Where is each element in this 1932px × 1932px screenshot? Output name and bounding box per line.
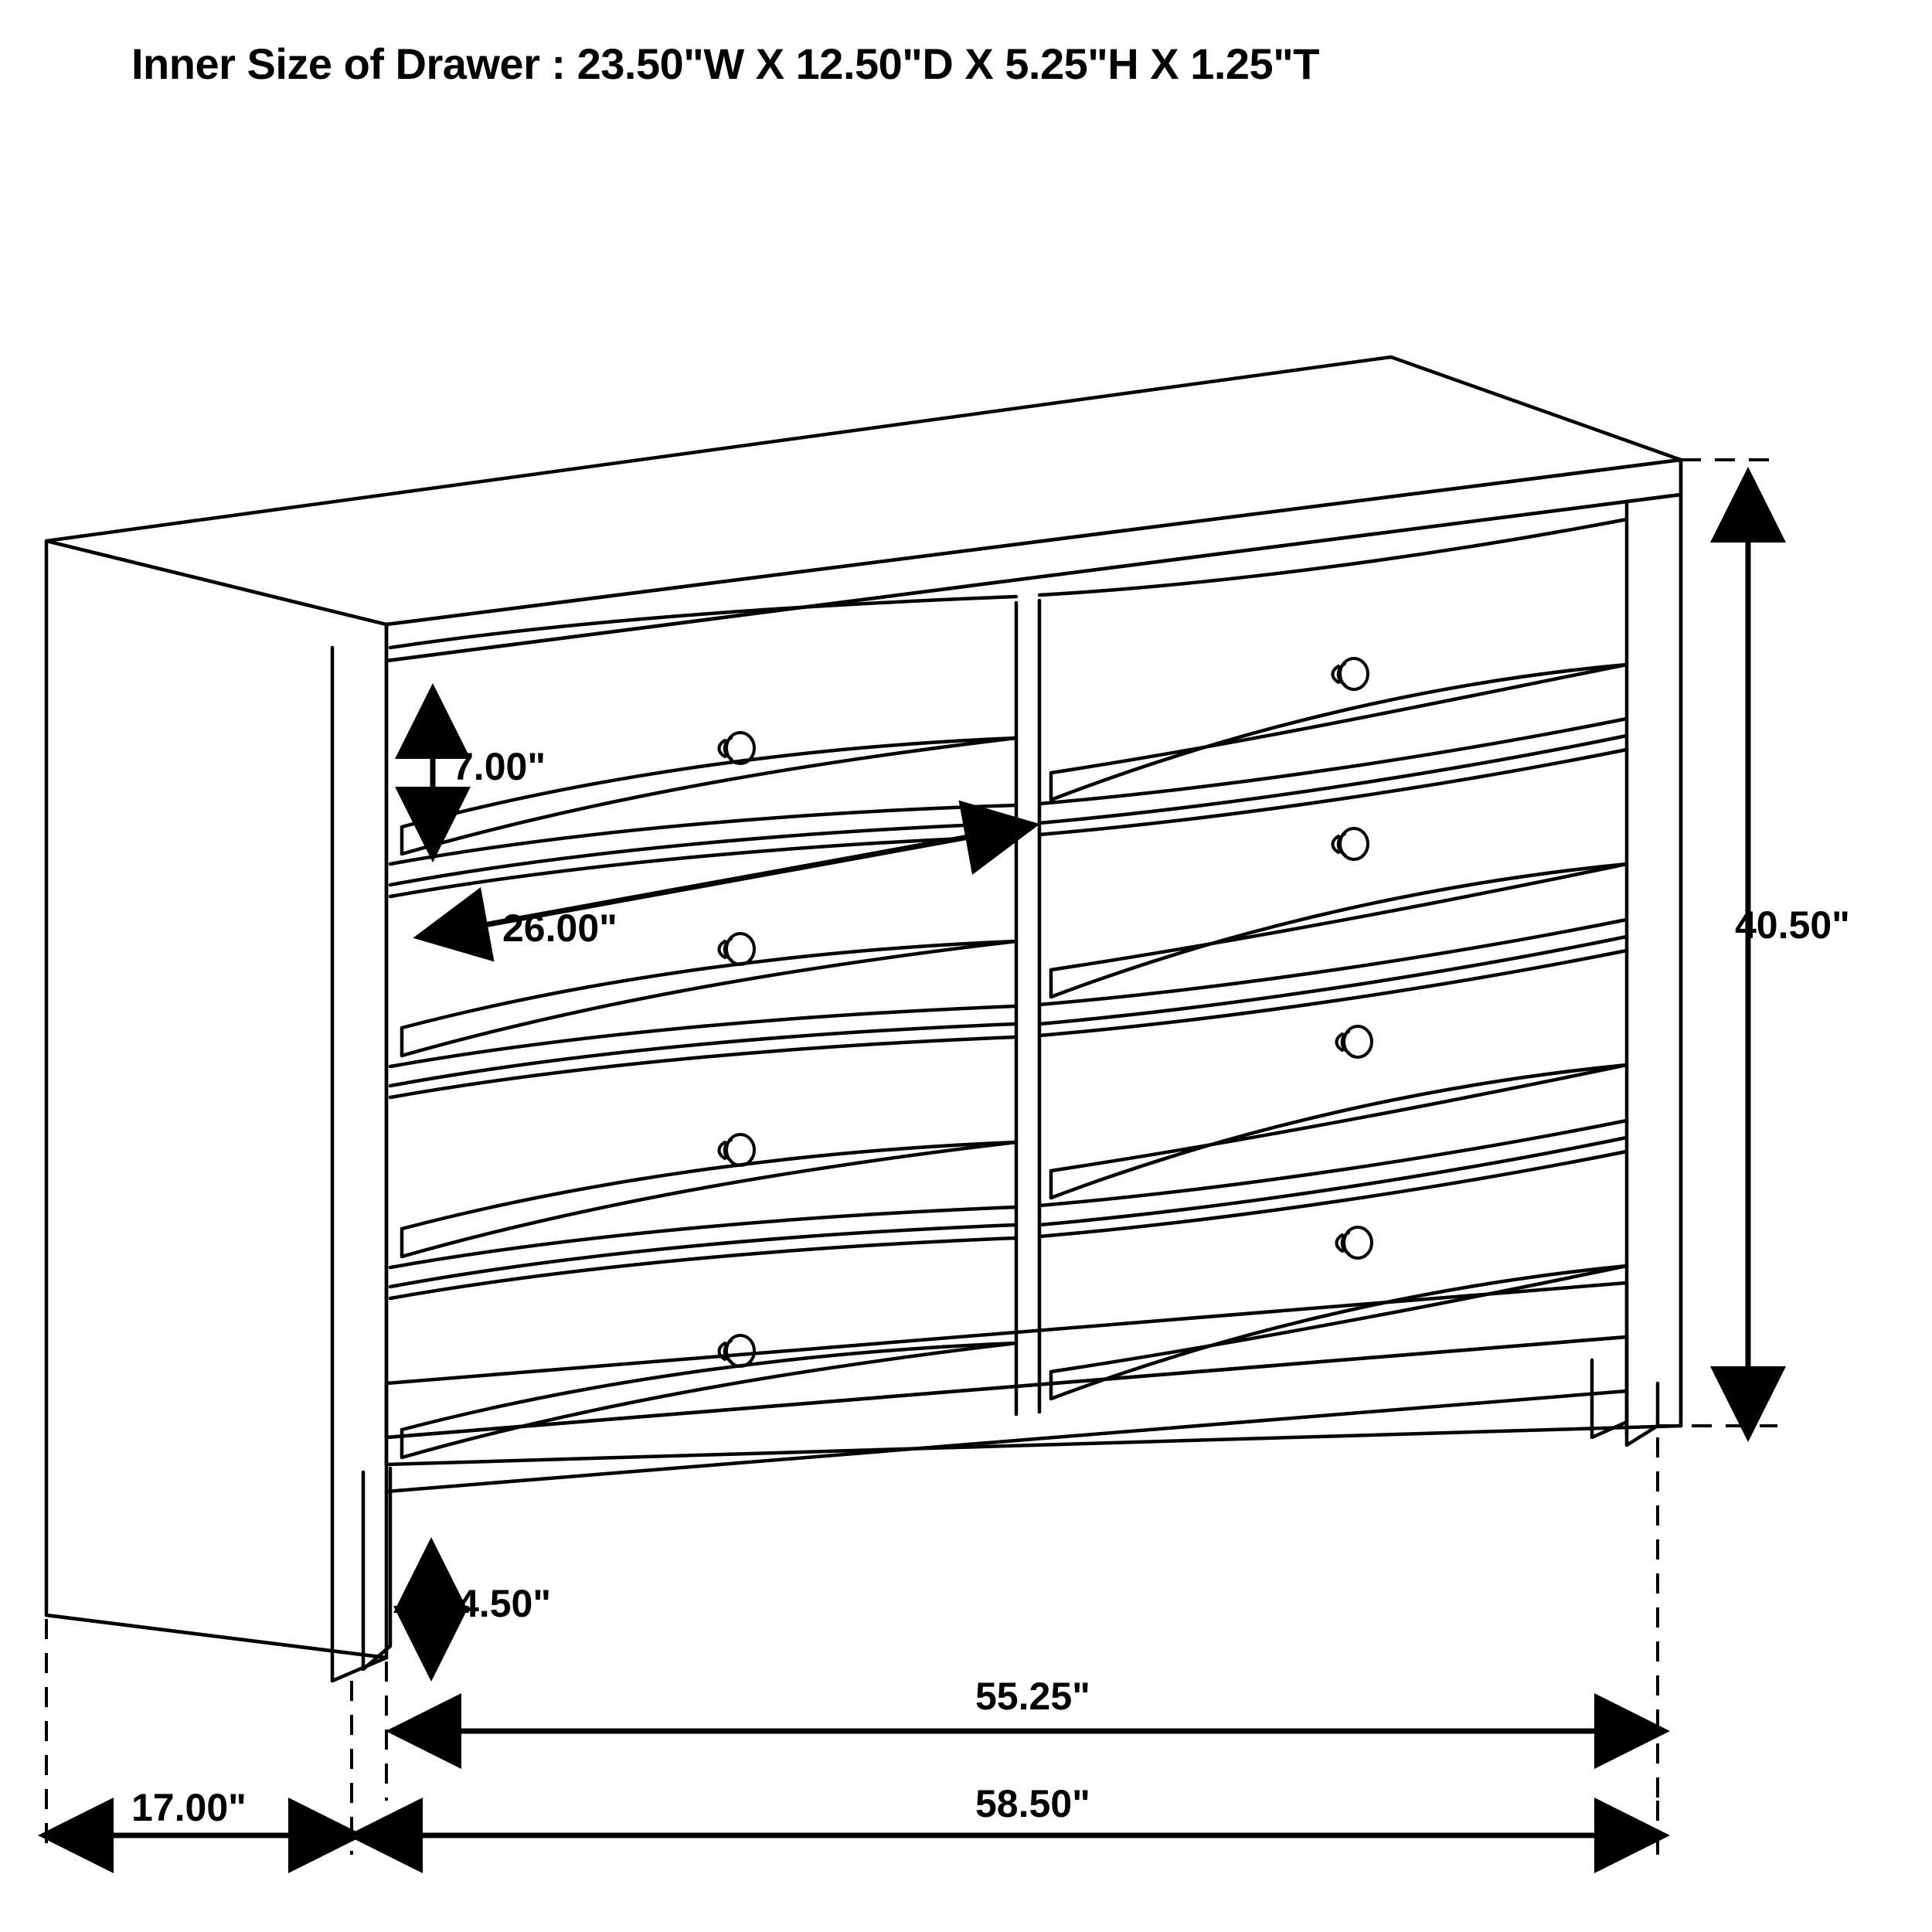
drawer-l3-pull-recess <box>402 1142 1016 1257</box>
knob-r4 <box>1337 1227 1372 1258</box>
dimension-arrows <box>54 483 1748 1835</box>
dimension-label-leg-height: 4.50" <box>457 1582 552 1625</box>
dresser-top-front-edge <box>386 460 1681 661</box>
drawer-r2-top <box>1039 750 1627 835</box>
drawer-l4-top <box>390 1238 1016 1298</box>
dresser-front-face <box>386 495 1681 1464</box>
dimension-label-overall-width: 58.50" <box>975 1782 1090 1825</box>
drawer-r4-pull-recess <box>1051 1266 1627 1399</box>
drawer-r2-bottom <box>1039 920 1627 1005</box>
drawer-l3-top <box>390 1037 1016 1097</box>
dimension-label-front-width: 55.25" <box>975 1675 1090 1718</box>
knob-l4 <box>719 1335 755 1366</box>
front-right-leg <box>1592 1341 1627 1437</box>
knob-l2 <box>719 934 755 964</box>
dimension-label-overall-height: 40.50" <box>1735 903 1850 947</box>
knob-l1 <box>719 733 755 764</box>
dimension-label-drawer-height: 7.00" <box>452 745 546 788</box>
knob-r2 <box>1333 828 1369 859</box>
page-title: Inner Size of Drawer : 23.50"W X 12.50"D X 5.25"H X 1.25"T <box>131 39 1319 88</box>
drawer-r1-edge <box>1039 736 1627 823</box>
dimension-label-drawer-width: 26.00" <box>502 906 617 950</box>
knob-r1 <box>1333 658 1369 689</box>
dresser-body <box>46 357 1681 1681</box>
drawer-r1-pull-recess <box>1051 665 1627 800</box>
left-side-bottom-edge <box>46 1615 386 1658</box>
dimension-label-side-depth: 17.00" <box>131 1786 247 1829</box>
drawer-l1-top <box>390 597 1016 648</box>
dresser-left-side-panel <box>46 541 386 1658</box>
left-panel-inner-edge <box>332 648 386 1681</box>
knob-l3 <box>719 1134 755 1165</box>
drawer-r2-pull-recess <box>1051 864 1627 997</box>
drawer-r3-pull-recess <box>1051 1065 1627 1198</box>
drawer-r2-edge <box>1039 937 1627 1024</box>
knob-r3 <box>1337 1026 1372 1057</box>
drawer-r3-bottom <box>1039 1121 1627 1206</box>
rear-right-leg <box>1627 1383 1658 1445</box>
drawer-l2-pull-recess <box>402 941 1016 1056</box>
drawer-l4-pull-recess <box>402 1343 1016 1458</box>
drawer-r3-top <box>1039 951 1627 1036</box>
drawer-r3-edge <box>1039 1138 1627 1225</box>
drawer-r4-top <box>1039 1151 1627 1236</box>
